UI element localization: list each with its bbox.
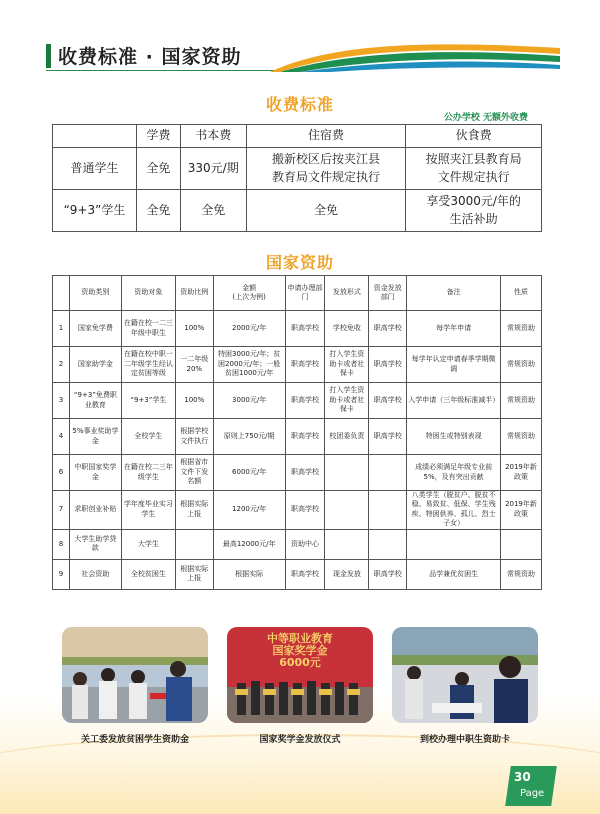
- aid-cell-ratio: 一二年级20%: [175, 347, 213, 383]
- food-line: 文件规定执行: [437, 169, 510, 184]
- aid-cell-form: [325, 455, 369, 491]
- aid-cell-issuer: 职高学校: [369, 419, 407, 455]
- banner-line: 国家奖学金: [272, 644, 328, 658]
- aid-cell-form: 学校免收: [325, 311, 369, 347]
- aid-cell-no: 8: [53, 529, 70, 559]
- header-swoosh-decoration: [270, 38, 560, 74]
- food-line: 享受3000元/年的: [426, 194, 521, 209]
- photo-scholarship-ceremony: [227, 627, 373, 723]
- page-label: Page: [520, 788, 545, 799]
- aid-cell-amount: 原则上750元/期: [213, 419, 285, 455]
- aid-cell-form: 现金发放: [325, 559, 369, 589]
- aid-header-cell: 资助对象: [121, 276, 175, 311]
- aid-cell-apply: 职高学校: [285, 455, 325, 491]
- aid-cell-form: 校团委负责: [325, 419, 369, 455]
- aid-cell-no: 6: [53, 455, 70, 491]
- aid-cell-amount: 2000元/年: [213, 311, 285, 347]
- photo-aid-card-registration: [392, 627, 538, 723]
- header-underline: [46, 70, 286, 71]
- aid-cell-nature: 常规资助: [500, 311, 541, 347]
- aid-cell-category: 国家免学费: [69, 311, 121, 347]
- aid-table-row: [53, 529, 542, 559]
- fee-header-cell: 学费: [136, 125, 180, 148]
- aid-cell-nature: 2019年新政策: [500, 455, 541, 491]
- aid-cell-apply: 资助中心: [285, 529, 325, 559]
- page-number: 30: [514, 770, 531, 784]
- aid-table-row: [53, 455, 542, 491]
- aid-section-title: 国家资助: [265, 253, 334, 272]
- aid-cell-ratio: 根据学校文件执行: [175, 419, 213, 455]
- aid-cell-apply: 职高学校: [285, 383, 325, 419]
- aid-header-cell: 性质: [500, 276, 541, 311]
- lodging-cell: [246, 148, 406, 190]
- aid-header-cell: [53, 276, 70, 311]
- fee-section-note: 公办学校 无额外收费: [443, 113, 528, 123]
- aid-cell-no: 1: [53, 311, 70, 347]
- fee-table: [52, 124, 542, 232]
- aid-cell-nature: 常规资助: [500, 419, 541, 455]
- fee-table-row: [53, 190, 542, 232]
- aid-cell-target: 全校贫困生: [121, 559, 175, 589]
- page-header: [0, 0, 600, 80]
- photo-caption: 到校办理中职生资助卡: [419, 735, 510, 745]
- aid-cell-target: 在籍在校中职一二年级学生经认定贫困等级: [121, 347, 175, 383]
- lodging-line: 教育局文件规定执行: [271, 169, 380, 184]
- aid-cell-note: 每学年认定申请春季学期微调: [407, 347, 501, 383]
- aid-cell-issuer: [369, 455, 407, 491]
- aid-cell-apply: 职高学校: [285, 311, 325, 347]
- aid-cell-category: “9+3”免费职业教育: [69, 383, 121, 419]
- aid-cell-no: 9: [53, 559, 70, 589]
- aid-cell-form: 打入学生资助卡或者社保卡: [325, 383, 369, 419]
- aid-cell-note: 八类学生（脱贫户、脱贫不稳、易致贫、低保、学生残疾、特困供养、孤儿、烈士子女）: [407, 491, 501, 530]
- aid-cell-ratio: 根据实际上报: [175, 491, 213, 530]
- aid-table-row: [53, 419, 542, 455]
- aid-cell-ratio: 100%: [175, 383, 213, 419]
- food-cell: [406, 190, 542, 232]
- tuition-cell: 全免: [136, 190, 180, 232]
- aid-cell-issuer: [369, 491, 407, 530]
- aid-cell-target: 大学生: [121, 529, 175, 559]
- aid-cell-category: 社会资助: [69, 559, 121, 589]
- aid-table-body: [53, 311, 542, 590]
- photo-caption: 关工委发放贫困学生资助金: [80, 735, 189, 745]
- aid-cell-target: 在籍在校一二三年级中职生: [121, 311, 175, 347]
- aid-cell-nature: 常规资助: [500, 383, 541, 419]
- aid-cell-apply: 职高学校: [285, 559, 325, 589]
- aid-cell-note: 每学年申请: [407, 311, 501, 347]
- aid-cell-ratio: 100%: [175, 311, 213, 347]
- aid-cell-category: 国家助学金: [69, 347, 121, 383]
- aid-cell-issuer: [369, 529, 407, 559]
- aid-cell-note: 入学申请（三年级标准减半）: [407, 383, 501, 419]
- aid-table-row: [53, 311, 542, 347]
- aid-cell-issuer: 职高学校: [369, 347, 407, 383]
- aid-cell-no: 2: [53, 347, 70, 383]
- aid-cell-note: [407, 529, 501, 559]
- aid-cell-category: 大学生助学贷款: [69, 529, 121, 559]
- aid-table-row: [53, 491, 542, 530]
- aid-cell-amount: 根据实际: [213, 559, 285, 589]
- photo-caption: 国家奖学金发放仪式: [259, 735, 341, 745]
- aid-header-cell: 发放形式: [325, 276, 369, 311]
- aid-cell-amount: 3000元/年: [213, 383, 285, 419]
- aid-cell-amount: 1200元/年: [213, 491, 285, 530]
- aid-table-header-row: [53, 276, 542, 311]
- aid-table: [52, 275, 542, 590]
- aid-cell-note: 特困生或特别表现: [407, 419, 501, 455]
- aid-cell-category: 求职创业补贴: [69, 491, 121, 530]
- food-line: 生活补助: [449, 211, 498, 226]
- aid-cell-nature: 常规资助: [500, 559, 541, 589]
- aid-cell-form: [325, 491, 369, 530]
- aid-cell-no: 7: [53, 491, 70, 530]
- fee-table-row: [53, 148, 542, 190]
- lodging-line: 搬新校区后按夹江县: [271, 152, 380, 167]
- aid-cell-apply: 职高学校: [285, 347, 325, 383]
- aid-cell-issuer: 职高学校: [369, 559, 407, 589]
- aid-cell-amount: 6000元/年: [213, 455, 285, 491]
- photo-aid-distribution: [62, 627, 208, 723]
- aid-table-row: [53, 347, 542, 383]
- aid-header-cell: 资助比例: [175, 276, 213, 311]
- aid-header-cell: 备注: [407, 276, 501, 311]
- fee-header-cell: [53, 125, 137, 148]
- food-cell: [406, 148, 542, 190]
- aid-cell-category: 中职国家奖学金: [69, 455, 121, 491]
- aid-cell-issuer: 职高学校: [369, 311, 407, 347]
- fee-header-cell: 住宿费: [246, 125, 406, 148]
- aid-cell-amount: 最高12000元/年: [213, 529, 285, 559]
- aid-cell-apply: 职高学校: [285, 491, 325, 530]
- banner-line: 6000元: [279, 656, 321, 670]
- books-cell: 全免: [180, 190, 246, 232]
- student-type: 普通学生: [53, 148, 137, 190]
- aid-cell-note: 成绩必须满足年级专业前5%，及有突出贡献: [407, 455, 501, 491]
- fee-header-cell: 书本费: [180, 125, 246, 148]
- aid-cell-form: [325, 529, 369, 559]
- aid-table-row: [53, 383, 542, 419]
- lodging-cell: 全免: [246, 190, 406, 232]
- aid-cell-nature: [500, 529, 541, 559]
- aid-cell-note: 品学兼优贫困生: [407, 559, 501, 589]
- aid-header-cell: 资助类别: [69, 276, 121, 311]
- aid-cell-no: 3: [53, 383, 70, 419]
- fee-table-header-row: [53, 125, 542, 148]
- aid-cell-target: 学年度毕业实习学生: [121, 491, 175, 530]
- aid-cell-issuer: 职高学校: [369, 383, 407, 419]
- page-number-badge: [505, 766, 557, 806]
- tuition-cell: 全免: [136, 148, 180, 190]
- aid-cell-target: 全校学生: [121, 419, 175, 455]
- student-type: “9+3”学生: [53, 190, 137, 232]
- photo-aid-distribution-image: [62, 627, 208, 723]
- banner-line: 中等职业教育: [267, 632, 333, 645]
- photo-aid-card-registration-image: [392, 627, 538, 723]
- aid-cell-no: 4: [53, 419, 70, 455]
- aid-cell-apply: 职高学校: [285, 419, 325, 455]
- aid-cell-form: 打入学生资助卡或者社保卡: [325, 347, 369, 383]
- scholarship-banner-text: [227, 633, 373, 669]
- aid-header-cell: 资金发放部门: [369, 276, 407, 311]
- books-cell: 330元/期: [180, 148, 246, 190]
- header-accent-bar: [46, 44, 51, 68]
- aid-cell-category: 5%事业奖助学金: [69, 419, 121, 455]
- aid-cell-ratio: 根据省市文件下发名额: [175, 455, 213, 491]
- aid-cell-nature: 常规资助: [500, 347, 541, 383]
- aid-cell-ratio: [175, 529, 213, 559]
- aid-cell-nature: 2019年新政策: [500, 491, 541, 530]
- aid-header-cell: 申请办理部门: [285, 276, 325, 311]
- aid-cell-amount: 特困3000元/年；贫困2000元/年；一般贫困1000元/年: [213, 347, 285, 383]
- page-title: 收费标准 · 国家资助: [58, 46, 242, 68]
- aid-table-row: [53, 559, 542, 589]
- fee-header-cell: 伙食费: [406, 125, 542, 148]
- aid-cell-ratio: 根据实际上报: [175, 559, 213, 589]
- fee-section-title: 收费标准: [265, 95, 334, 114]
- aid-cell-target: “9+3”学生: [121, 383, 175, 419]
- aid-cell-target: 在籍在校二三年级学生: [121, 455, 175, 491]
- food-line: 按照夹江县教育局: [425, 152, 522, 167]
- aid-header-cell: 金额 (上次为例): [213, 276, 285, 311]
